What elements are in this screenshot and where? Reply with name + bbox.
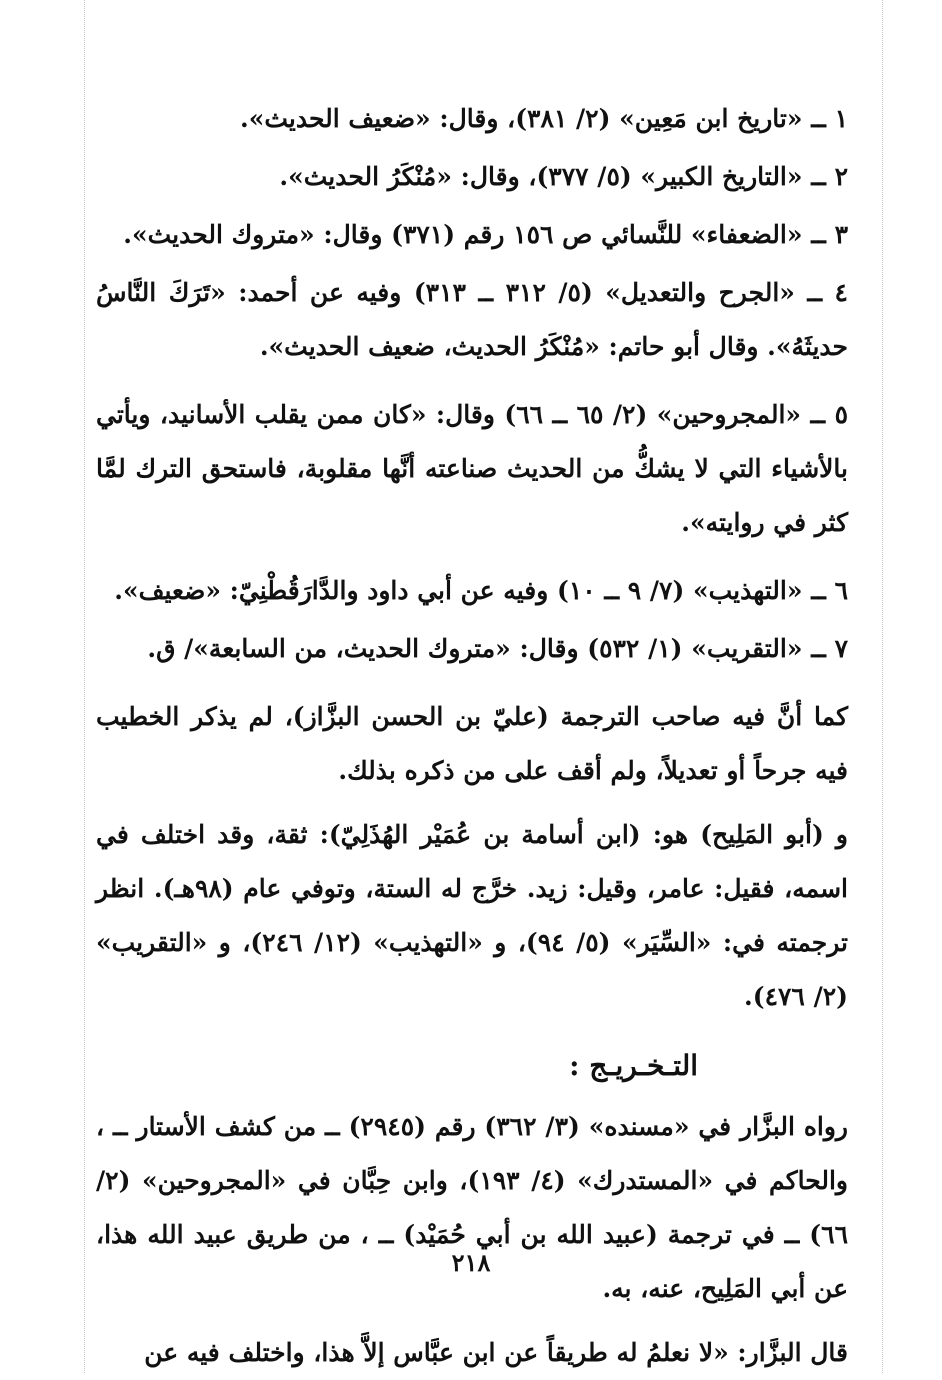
page-text <box>96 92 848 1380</box>
section-heading-takhrij: التـخـريـج : <box>569 1049 698 1082</box>
paragraph-takhrij: رواه البزَّار في «مسنده» (٣/ ٣٦٢) رقم (٢٩٤٥) ــ من كشف الأستار ــ ، والحاكم في «المستدرك» (٤/ ١٩٣)، وابن حِبَّان في «المجروحين» (٢/ ٦٦) ــ في ترجمة (عبيد الله بن أبي حُمَيْد) ــ ، من طريق عبيد الله هذا، عن أبي المَلِيح، عنه، به. <box>96 1112 849 1303</box>
footnote-1: ١ ــ «تاريخ ابن مَعِين» (٢/ ٣٨١)، وقال: «ضعيف الحديث». <box>239 104 848 133</box>
paragraph-narrator: كما أنَّ فيه صاحب الترجمة (عليّ بن الحسن البزَّاز)، لم يذكر الخطيب فيه جرحاً أو تعديلاً، ولم أقف على من ذكره بذلك. <box>96 702 848 785</box>
page-number: ٢١٨ <box>451 1248 491 1277</box>
footnote-2: ٢ ــ «التاريخ الكبير» (٥/ ٣٧٧)، وقال: «مُنْكَرُ الحديث». <box>279 162 848 191</box>
footnote-3: ٣ ــ «الضعفاء» للنَّسائي ص ١٥٦ رقم (٣٧١) وقال: «متروك الحديث». <box>123 220 848 249</box>
paragraph-bazzar-quote: قال البزَّار: «لا نعلمُ له طريقاً عن ابن عبَّاس إلاَّ هذا، واختلف فيه عن <box>144 1338 848 1367</box>
footnote-5: ٥ ــ «المجروحين» (٢/ ٦٥ ــ ٦٦) وقال: «كان ممن يقلب الأسانيد، ويأتي بالأشياء التي لا يشكُّ من الحديث صناعته أنَّها مقلوبة، فاستحق الترك لمَّا كثر في روايته». <box>96 400 848 537</box>
page-edge-right <box>882 0 883 1373</box>
footnote-6: ٦ ــ «التهذيب» (٧/ ٩ ــ ١٠) وفيه عن أبي داود والدَّارَقُطْنِيّ: «ضعيف». <box>114 576 848 605</box>
paragraph-abu-al-malih: و (أبو المَلِيح) هو: (ابن أسامة بن عُمَيْر الهُذَلِيّ): ثقة، وقد اختلف في اسمه، فقيل: عامر، وقيل: زيد. خرَّج له الستة، وتوفي عام (٩٨هـ). انظر ترجمته في: «السِّيَر» (٥/ ٩٤)، و «التهذيب» (١٢/ ٢٤٦)، و «التقريب» (٢/ ٤٧٦). <box>96 820 848 1011</box>
footnote-4: ٤ ــ «الجرح والتعديل» (٥/ ٣١٢ ــ ٣١٣) وفيه عن أحمد: «تَرَكَ النَّاسُ حديثَهُ». وقال أبو حاتم: «مُنْكَرُ الحديث، ضعيف الحديث». <box>96 278 848 361</box>
page-edge-left <box>84 0 85 1373</box>
footnote-7: ٧ ــ «التقريب» (١/ ٥٣٢) وقال: «متروك الحديث، من السابعة»/ ق. <box>147 634 848 663</box>
